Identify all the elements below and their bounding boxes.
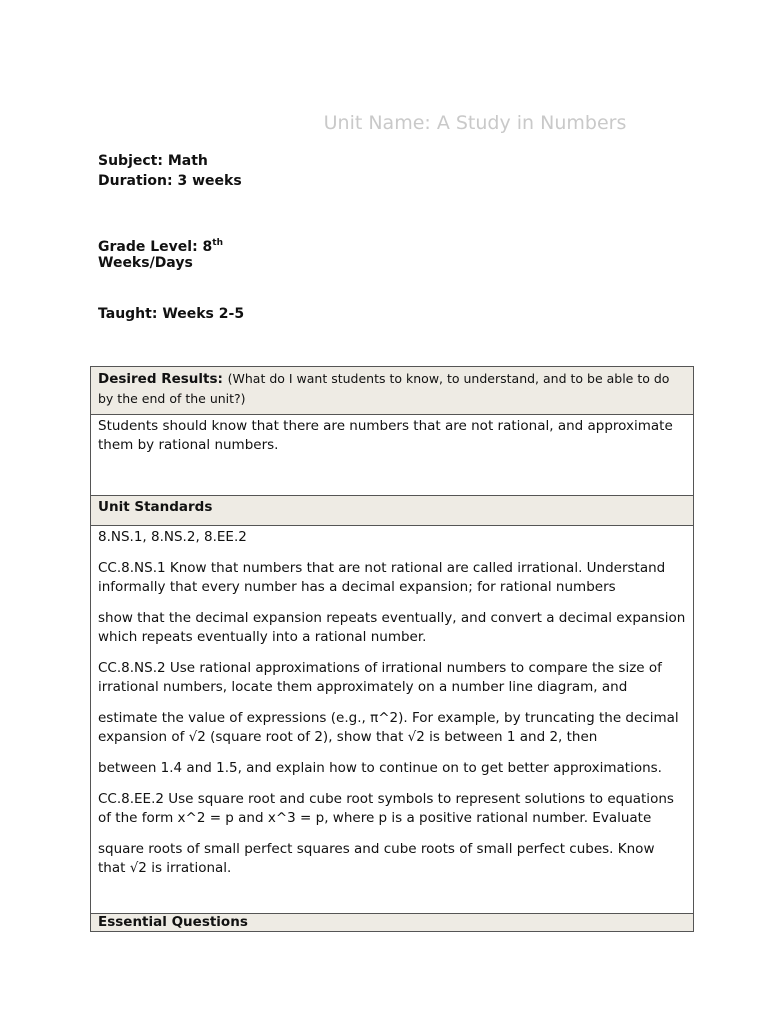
- desired-results-header: [91, 367, 693, 415]
- duration-line: Duration: 3 weeks: [98, 173, 242, 189]
- standards-paragraph: between 1.4 and 1.5, and explain how to continue on to get better approximations.: [98, 760, 662, 776]
- essential-questions-header: [91, 914, 693, 931]
- unit-plan-table: [90, 366, 694, 932]
- desired-results-note: (What do I want students to know, to understand, and to be able to do by the end of the unit?): [98, 371, 670, 406]
- standards-paragraph: CC.8.NS.1 Know that numbers that are not rational are called irrational. Understand informally that every number has a decimal expansion; for rational numbers: [98, 560, 666, 595]
- standards-paragraph: CC.8.NS.2 Use rational approximations of irrational numbers to compare the size of irrational numbers, locate them approximately on a number line diagram, and: [98, 660, 662, 695]
- standards-paragraph: 8.NS.1, 8.NS.2, 8.EE.2: [98, 529, 247, 545]
- grade-level-superscript: th: [212, 238, 224, 248]
- desired-results-text: Students should know that there are numbers that are not rational, and approximate them by rational numbers.: [98, 418, 673, 453]
- grade-level-text: Grade Level: 8: [98, 239, 213, 255]
- standards-paragraph: estimate the value of expressions (e.g., π^2). For example, by truncating the decimal expansion of √2 (square root of 2), show that √2 is between 1 and 2, then: [98, 710, 679, 745]
- standards-paragraph: square roots of small perfect squares and cube roots of small perfect cubes. Know that √2 is irrational.: [98, 841, 655, 876]
- subject-line: Subject: Math: [98, 153, 208, 169]
- desired-results-label: Desired Results:: [98, 371, 223, 387]
- unit-standards-label: Unit Standards: [98, 499, 213, 515]
- standards-paragraph: show that the decimal expansion repeats eventually, and convert a decimal expansion which repeats eventually into a rational number.: [98, 610, 686, 645]
- unit-standards-content: [91, 526, 693, 914]
- desired-results-content: [91, 415, 693, 496]
- essential-questions-label: Essential Questions: [98, 914, 248, 930]
- weeks-days-line: Weeks/Days: [98, 255, 193, 271]
- unit-title: Unit Name: A Study in Numbers: [323, 112, 627, 134]
- taught-line: Taught: Weeks 2-5: [98, 306, 245, 322]
- standards-paragraph: CC.8.EE.2 Use square root and cube root symbols to represent solutions to equations of the form x^2 = p and x^3 = p, where p is a positive rational number. Evaluate: [98, 791, 674, 826]
- unit-standards-header: [91, 496, 693, 526]
